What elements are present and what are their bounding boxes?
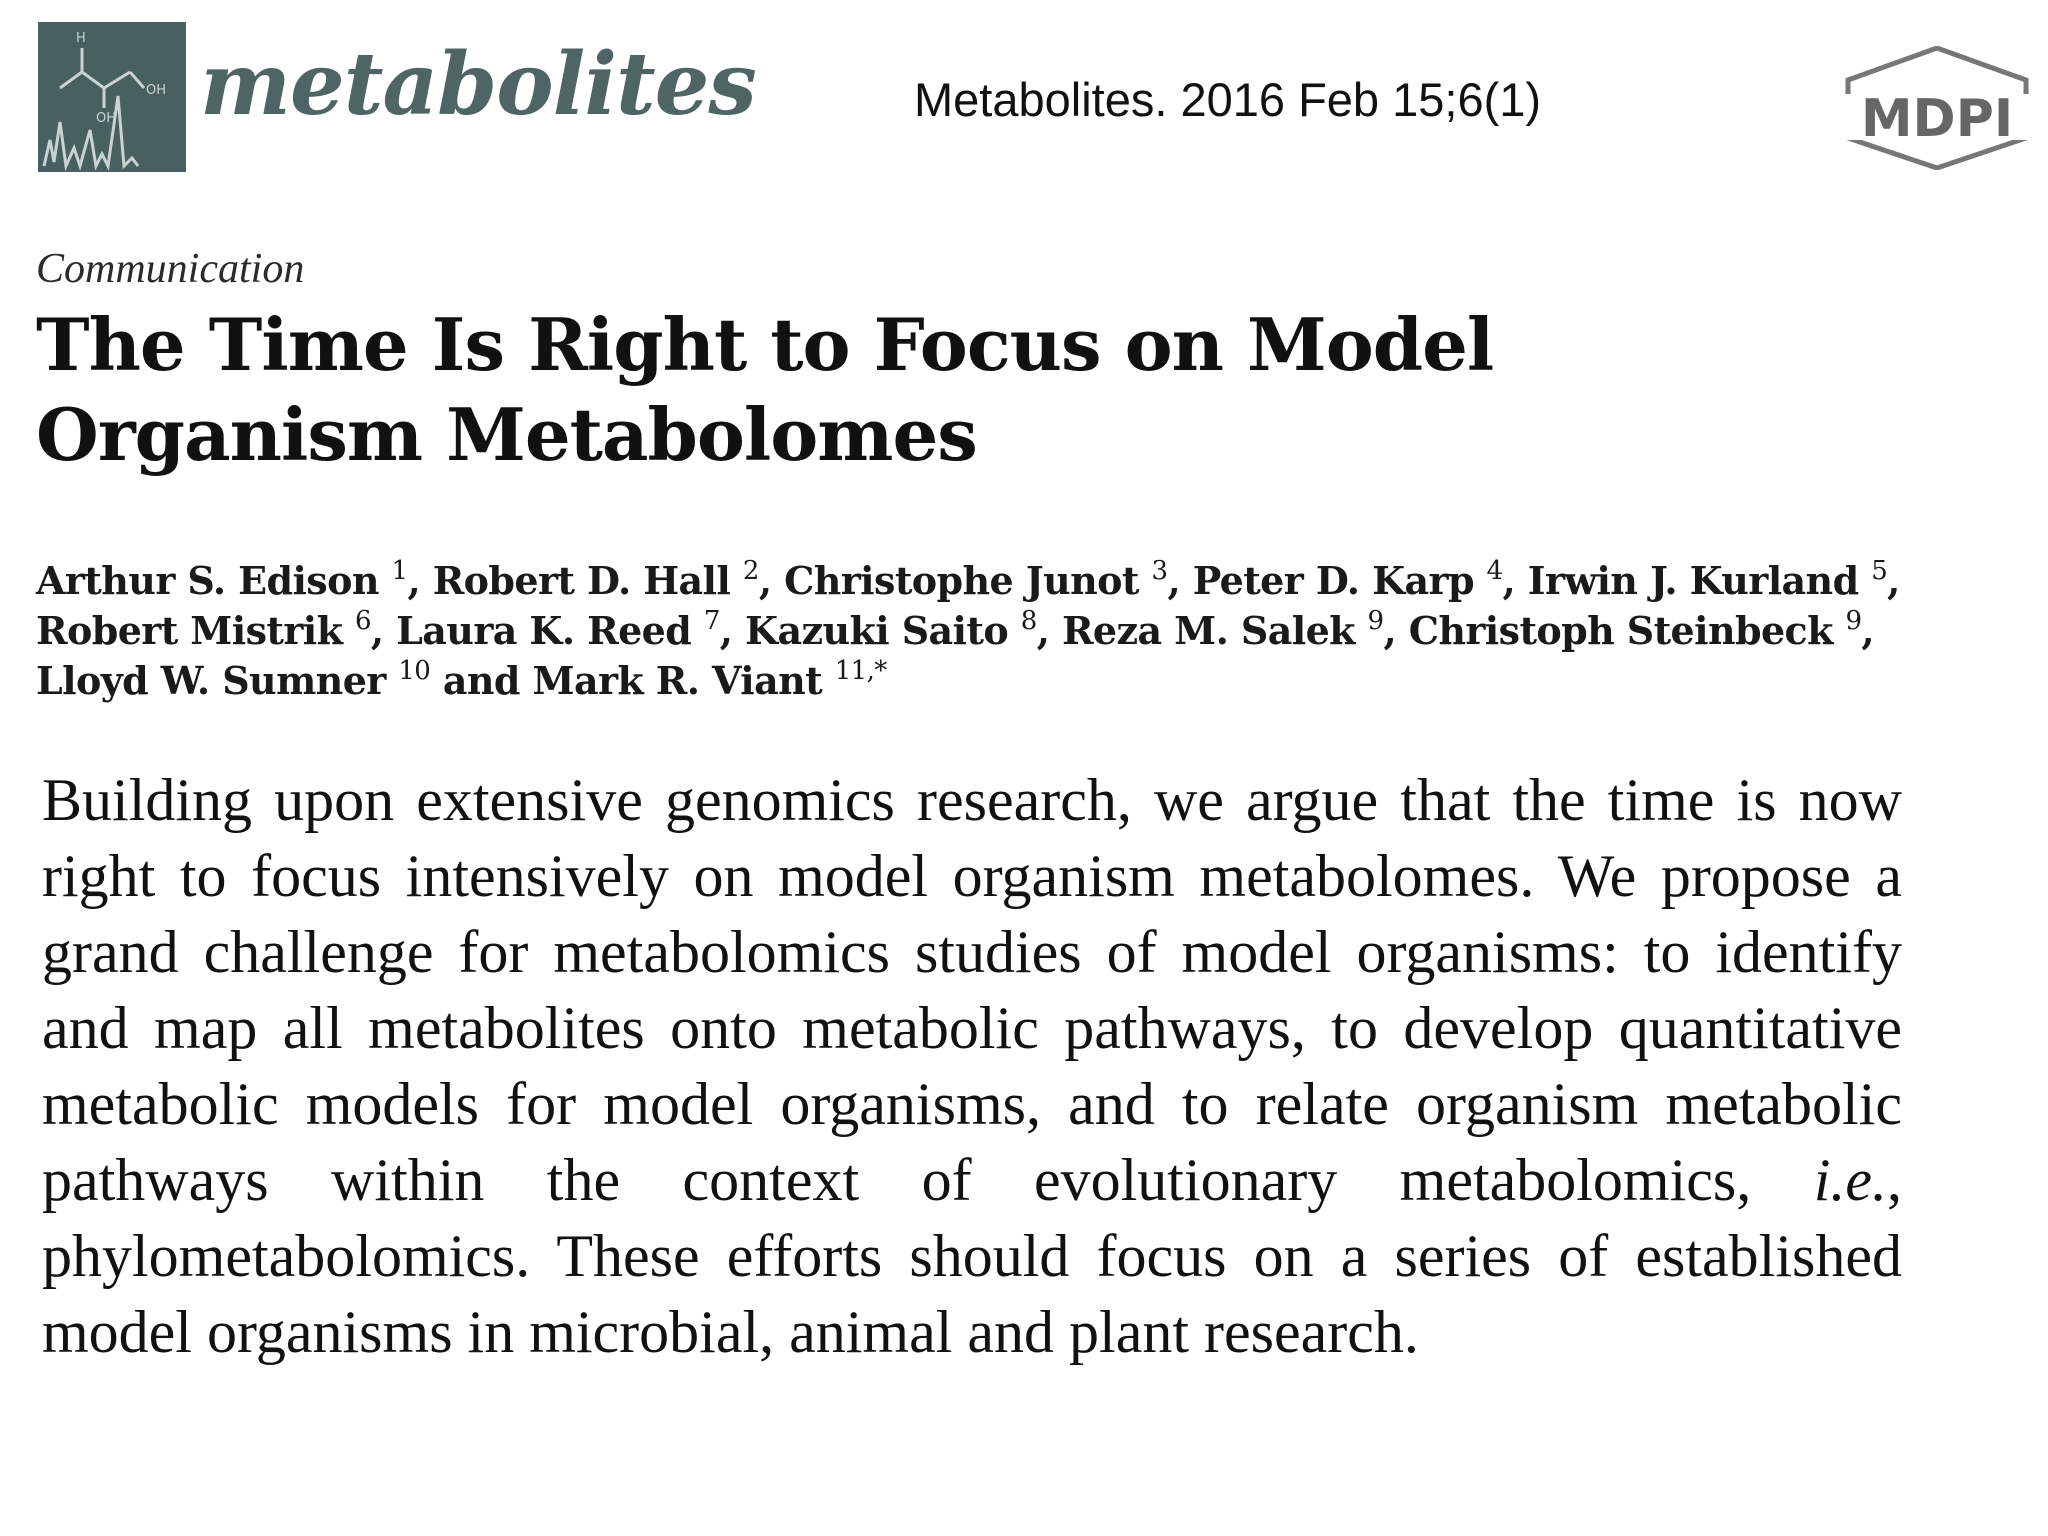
author-affiliation: 4 [1486,556,1503,586]
author [745,608,1062,653]
author-affiliation: 5 [1871,556,1888,586]
author-name: Christoph Steinbeck [1408,608,1846,653]
author-name: Laura K. Reed [396,608,704,653]
author-name: Robert Mistrik [36,608,355,653]
author-affiliation: 9 [1845,606,1862,636]
author [1193,558,1528,603]
author-name: Arthur S. Edison [36,558,392,603]
author-separator: , [1036,608,1062,653]
logo-label-oh-1: OH [146,83,167,98]
author-name: Peter D. Karp [1192,558,1487,603]
author-affiliation: 1 [391,556,408,586]
author-affiliation: 11,* [834,656,887,686]
author-affiliation: 2 [742,556,759,586]
publisher-logo [1842,46,2032,170]
abstract-part-2: , phylometabolomics. These efforts should focus on a series of established model organisms in microbial, animal and plant research. [42,1147,1902,1365]
citation: Metabolites. 2016 Feb 15;6(1) [914,73,1542,126]
author-list [36,556,1936,706]
author-name: Reza M. Salek [1061,608,1368,653]
author [533,658,887,703]
author [1528,558,1900,603]
author [36,658,533,703]
author-separator: , [1383,608,1409,653]
author-separator: , [370,608,397,653]
logo-label-oh-2: OH [96,111,117,126]
author-separator: , [758,558,785,603]
author-name: Kazuki Saito [745,608,1021,653]
author-affiliation: 7 [703,606,720,636]
publisher-name: MDPI [1860,89,2014,149]
abstract-part-1: Building upon extensive genomics research, we argue that the time is now right to focus intensively on model organism metabolomes. We propose a grand challenge for metabolomics studies of model organisms: to identify and map all metabolites onto metabolic pathways, to develop quantitative metabolic models for model organisms, and to relate organism metabolic pathways within the context of evolutionary metabolomics, [42,767,1902,1213]
author-separator: and [430,658,533,703]
logo-label-h: H [76,31,86,46]
author-separator: , [1167,558,1193,603]
author [36,558,433,603]
author-name: Irwin J. Kurland [1527,558,1872,603]
abstract [42,762,1902,1370]
author-affiliation: 6 [354,606,371,636]
author-name: Mark R. Viant [532,658,835,703]
author-separator: , [1861,608,1875,653]
journal-logo [38,22,186,172]
author-affiliation: 8 [1020,606,1037,636]
author [396,608,745,653]
author [433,558,784,603]
article-type: Communication [36,246,305,292]
author [1062,608,1409,653]
author-affiliation: 10 [398,656,431,686]
molecule-icon [38,22,186,172]
author-separator: , [407,558,433,603]
article-title: The Time Is Right to Focus on Model Organism Metabolomes [36,302,1494,477]
journal-name: metabolites [200,34,756,135]
abstract-ie: i.e. [1813,1147,1887,1213]
author-separator: , [1887,558,1900,603]
author-name: Robert D. Hall [432,558,743,603]
author-name: Christophe Junot [784,558,1152,603]
author-affiliation: 9 [1367,606,1384,636]
author-affiliation: 3 [1151,556,1168,586]
author [1409,608,1874,653]
author [36,608,396,653]
author-separator: , [719,608,746,653]
author-name: Lloyd W. Sumner [36,658,399,703]
author-separator: , [1502,558,1528,603]
author [784,558,1193,603]
